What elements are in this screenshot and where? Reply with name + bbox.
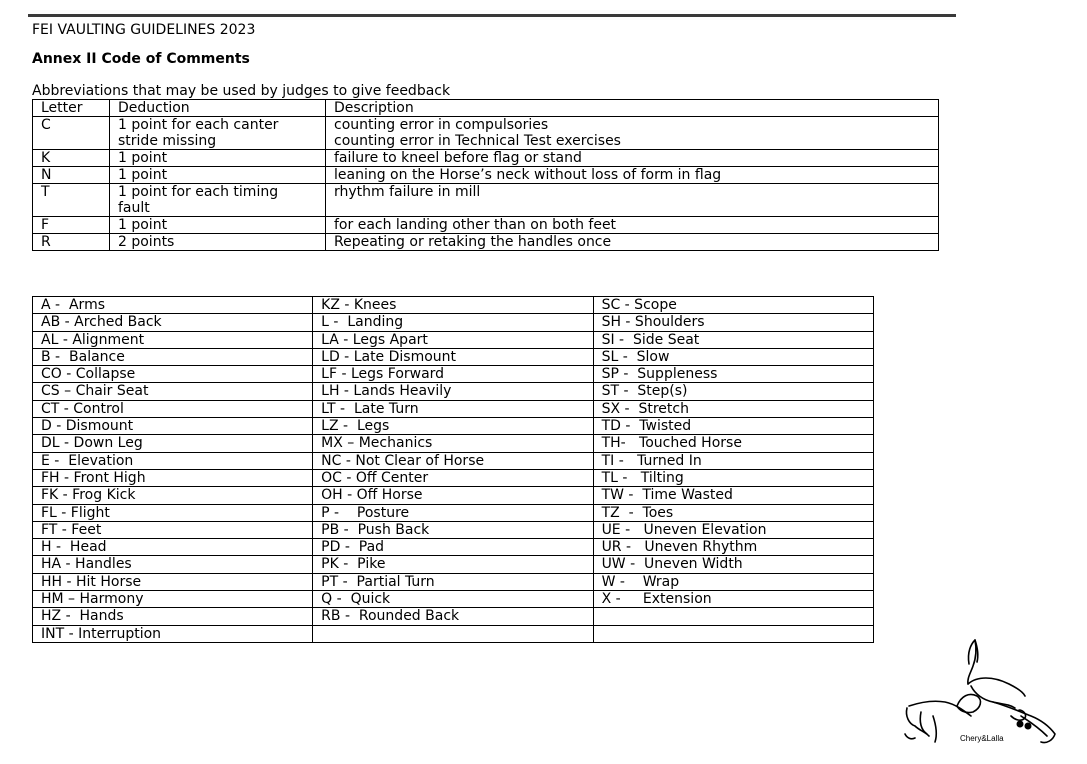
abbreviation-cell: UR - Uneven Rhythm [593,539,873,556]
abbreviation-row [33,418,874,435]
abbreviation-cell: LA - Legs Apart [313,331,593,348]
abbreviation-cell: L - Landing [313,314,593,331]
letter-cell: K [33,150,110,167]
abbreviation-cell: FH - Front High [33,469,313,486]
abbreviation-row [33,591,874,608]
abbreviation-cell: INT - Interruption [33,625,313,642]
deduction-cell: 1 point for each canter stride missing [110,117,326,150]
abbreviation-cell: SI - Side Seat [593,331,873,348]
deduction-cell: 1 point [110,217,326,234]
letter-cell: N [33,167,110,184]
abbreviation-cell: FT - Feet [33,521,313,538]
abbreviation-cell: UE - Uneven Elevation [593,521,873,538]
letter-cell: R [33,234,110,251]
abbreviation-cell: OH - Off Horse [313,487,593,504]
abbreviation-cell: Q - Quick [313,591,593,608]
deduction-row [33,234,939,251]
deduction-cell: 1 point [110,150,326,167]
abbreviation-cell: P - Posture [313,504,593,521]
abbreviation-cell: AL - Alignment [33,331,313,348]
abbreviation-cell: LH - Lands Heavily [313,383,593,400]
abbreviation-cell: NC - Not Clear of Horse [313,452,593,469]
abbreviation-cell: SH - Shoulders [593,314,873,331]
abbreviation-cell: ST - Step(s) [593,383,873,400]
letter-cell: C [33,117,110,150]
abbreviation-cell: AB - Arched Back [33,314,313,331]
abbreviation-cell [593,625,873,642]
abbreviation-cell: HA - Handles [33,556,313,573]
abbreviation-cell: CS – Chair Seat [33,383,313,400]
column-header-description: Description [326,100,939,117]
deductions-header-row [33,100,939,117]
abbreviation-cell: H - Head [33,539,313,556]
abbreviation-row [33,366,874,383]
abbreviation-cell: LZ - Legs [313,418,593,435]
abbreviation-row [33,573,874,590]
logo-caption: Chery&Lalla [960,734,1004,743]
abbreviation-row [33,331,874,348]
abbreviation-row [33,297,874,314]
abbreviation-cell: TZ - Toes [593,504,873,521]
abbreviation-cell: MX – Mechanics [313,435,593,452]
description-cell: for each landing other than on both feet [326,217,939,234]
abbreviation-cell: OC - Off Center [313,469,593,486]
column-header-letter: Letter [33,100,110,117]
description-cell: failure to kneel before flag or stand [326,150,939,167]
abbreviation-cell: B - Balance [33,348,313,365]
abbreviation-cell: E - Elevation [33,452,313,469]
abbreviation-cell: TL - Tilting [593,469,873,486]
abbreviation-cell: PD - Pad [313,539,593,556]
abbreviation-cell: SC - Scope [593,297,873,314]
abbreviation-cell: PT - Partial Turn [313,573,593,590]
abbreviation-row [33,556,874,573]
abbreviation-cell: HZ - Hands [33,608,313,625]
description-cell: leaning on the Horse’s neck without loss of form in flag [326,167,939,184]
abbreviation-cell: LF - Legs Forward [313,366,593,383]
abbreviation-row [33,469,874,486]
deduction-cell: 1 point [110,167,326,184]
abbreviation-row [33,348,874,365]
abbreviation-cell: HM – Harmony [33,591,313,608]
abbreviation-cell: LD - Late Dismount [313,348,593,365]
abbreviation-cell: A - Arms [33,297,313,314]
abbreviation-cell: CT - Control [33,400,313,417]
deductions-table [32,99,939,251]
top-rule [28,14,956,17]
column-header-deduction: Deduction [110,100,326,117]
description-cell: rhythm failure in mill [326,184,939,217]
letter-cell: F [33,217,110,234]
abbreviation-row [33,452,874,469]
abbreviation-cell: FL - Flight [33,504,313,521]
intro-text: Abbreviations that may be used by judges to give feedback [32,83,451,99]
abbreviation-cell: HH - Hit Horse [33,573,313,590]
abbreviation-row [33,504,874,521]
description-cell: Repeating or retaking the handles once [326,234,939,251]
document-title: FEI VAULTING GUIDELINES 2023 [32,22,256,38]
abbreviation-row [33,539,874,556]
abbreviation-cell: TW - Time Wasted [593,487,873,504]
abbreviation-cell: SP - Suppleness [593,366,873,383]
abbreviation-cell: FK - Frog Kick [33,487,313,504]
abbreviations-table [32,296,874,643]
abbreviation-row [33,383,874,400]
abbreviation-row [33,608,874,625]
abbreviation-cell: KZ - Knees [313,297,593,314]
abbreviation-cell: SL - Slow [593,348,873,365]
abbreviation-cell: DL - Down Leg [33,435,313,452]
abbreviation-cell: SX - Stretch [593,400,873,417]
deduction-row [33,117,939,150]
deduction-cell: 2 points [110,234,326,251]
abbreviation-cell: UW - Uneven Width [593,556,873,573]
abbreviation-cell: W - Wrap [593,573,873,590]
abbreviation-cell: PK - Pike [313,556,593,573]
abbreviation-cell: D - Dismount [33,418,313,435]
deduction-row [33,167,939,184]
abbreviation-row [33,487,874,504]
abbreviation-cell [593,608,873,625]
abbreviation-row [33,435,874,452]
letter-cell: T [33,184,110,217]
deduction-row [33,217,939,234]
abbreviation-cell: TD - Twisted [593,418,873,435]
abbreviation-cell [313,625,593,642]
deduction-row [33,184,939,217]
abbreviation-row [33,400,874,417]
abbreviation-row [33,314,874,331]
abbreviation-cell: TH- Touched Horse [593,435,873,452]
annex-heading: Annex II Code of Comments [32,51,250,67]
abbreviation-cell: LT - Late Turn [313,400,593,417]
abbreviation-cell: CO - Collapse [33,366,313,383]
deduction-row [33,150,939,167]
description-cell: counting error in compulsories counting error in Technical Test exercises [326,117,939,150]
abbreviation-row [33,625,874,642]
abbreviation-cell: RB - Rounded Back [313,608,593,625]
deduction-cell: 1 point for each timing fault [110,184,326,217]
abbreviation-cell: X - Extension [593,591,873,608]
abbreviation-row [33,521,874,538]
abbreviation-cell: TI - Turned In [593,452,873,469]
abbreviation-cell: PB - Push Back [313,521,593,538]
